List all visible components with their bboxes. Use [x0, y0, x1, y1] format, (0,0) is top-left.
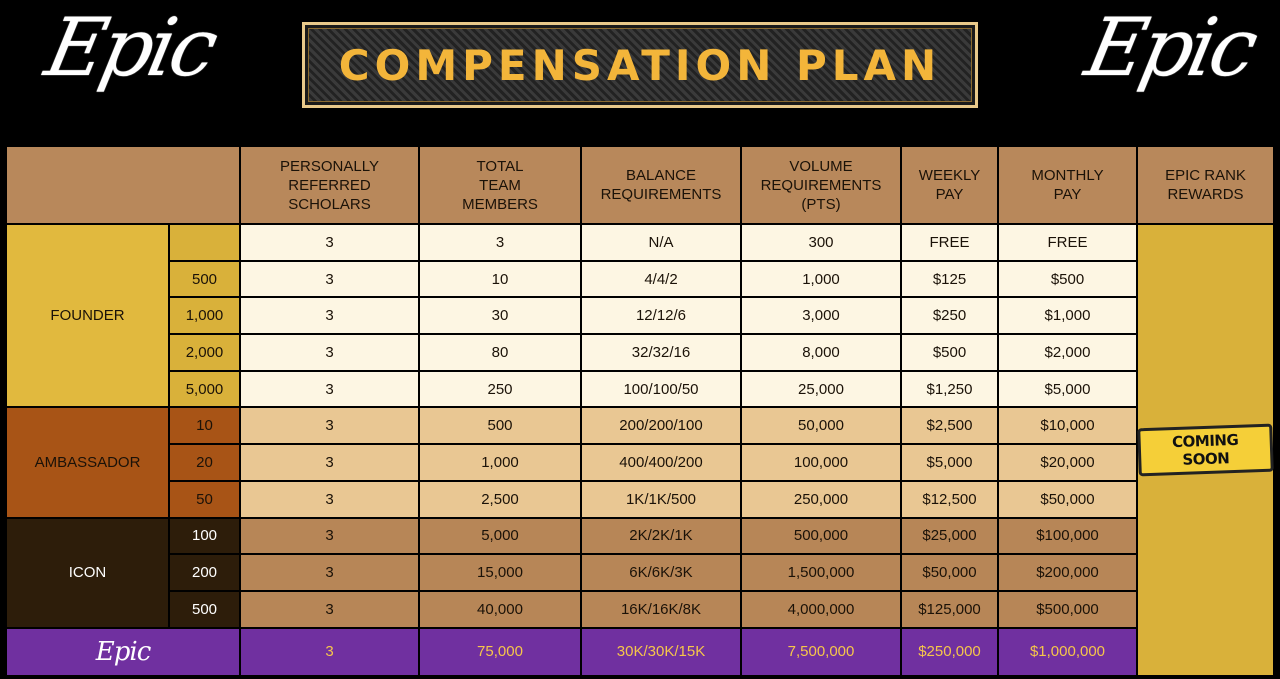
cell-monthly: $100,000 [998, 518, 1137, 555]
cell-monthly: $1,000,000 [998, 628, 1137, 676]
cell-team: 250 [419, 371, 581, 408]
group-ambassador: AMBASSADOR [6, 407, 169, 517]
cell-monthly: $50,000 [998, 481, 1137, 518]
cell-monthly: $10,000 [998, 407, 1137, 444]
cell-team: 75,000 [419, 628, 581, 676]
header-referred: PERSONALLY REFERRED SCHOLARS [240, 146, 419, 224]
title-banner-inner [308, 28, 972, 102]
cell-monthly: $5,000 [998, 371, 1137, 408]
cell-referred: 3 [240, 297, 419, 334]
cell-volume: 500,000 [741, 518, 901, 555]
table-row-epic [6, 628, 1274, 676]
cell-balance: 6K/6K/3K [581, 554, 741, 591]
cell-referred: 3 [240, 481, 419, 518]
table-row [6, 371, 1274, 408]
cell-team: 2,500 [419, 481, 581, 518]
cell-balance: 12/12/6 [581, 297, 741, 334]
cell-volume: 1,000 [741, 261, 901, 298]
table-row [6, 334, 1274, 371]
cell-referred: 3 [240, 628, 419, 676]
cell-team: 40,000 [419, 591, 581, 628]
cell-weekly: $125,000 [901, 591, 998, 628]
table-row [6, 444, 1274, 481]
table-row [6, 554, 1274, 591]
table-row [6, 297, 1274, 334]
sub-rank: 500 [169, 591, 240, 628]
cell-weekly: $1,250 [901, 371, 998, 408]
sub-rank: 20 [169, 444, 240, 481]
cell-weekly: $125 [901, 261, 998, 298]
cell-balance: N/A [581, 224, 741, 261]
table-row [6, 407, 1274, 444]
sub-rank: 1,000 [169, 297, 240, 334]
cell-weekly: $250 [901, 297, 998, 334]
cell-referred: 3 [240, 261, 419, 298]
table-row [6, 591, 1274, 628]
rewards-cell [1137, 224, 1274, 676]
epic-logo-right: Epic [1078, 1, 1262, 94]
cell-team: 5,000 [419, 518, 581, 555]
cell-weekly: $50,000 [901, 554, 998, 591]
cell-balance: 1K/1K/500 [581, 481, 741, 518]
group-founder: FOUNDER [6, 224, 169, 407]
group-icon: ICON [6, 518, 169, 628]
table-row [6, 224, 1274, 261]
header-balance: BALANCE REQUIREMENTS [581, 146, 741, 224]
epic-logo-left: Epic [38, 1, 222, 94]
cell-monthly: $20,000 [998, 444, 1137, 481]
cell-monthly: $1,000 [998, 297, 1137, 334]
sub-rank: 50 [169, 481, 240, 518]
sub-rank: 100 [169, 518, 240, 555]
cell-balance: 400/400/200 [581, 444, 741, 481]
cell-weekly: $500 [901, 334, 998, 371]
cell-team: 3 [419, 224, 581, 261]
cell-referred: 3 [240, 407, 419, 444]
cell-weekly: $250,000 [901, 628, 998, 676]
cell-volume: 100,000 [741, 444, 901, 481]
cell-team: 1,000 [419, 444, 581, 481]
cell-weekly: $25,000 [901, 518, 998, 555]
cell-referred: 3 [240, 334, 419, 371]
cell-volume: 250,000 [741, 481, 901, 518]
header-rewards: EPIC RANK REWARDS [1137, 146, 1274, 224]
cell-team: 80 [419, 334, 581, 371]
cell-referred: 3 [240, 591, 419, 628]
table-row [6, 518, 1274, 555]
cell-balance: 200/200/100 [581, 407, 741, 444]
cell-team: 500 [419, 407, 581, 444]
cell-volume: 50,000 [741, 407, 901, 444]
cell-balance: 100/100/50 [581, 371, 741, 408]
table-row [6, 261, 1274, 298]
cell-referred: 3 [240, 444, 419, 481]
cell-balance: 2K/2K/1K [581, 518, 741, 555]
cell-volume: 1,500,000 [741, 554, 901, 591]
coming-soon-badge: COMING SOON [1137, 423, 1274, 476]
cell-monthly: $500 [998, 261, 1137, 298]
cell-monthly: $500,000 [998, 591, 1137, 628]
header-weekly: WEEKLY PAY [901, 146, 998, 224]
header-volume: VOLUME REQUIREMENTS (PTS) [741, 146, 901, 224]
sub-rank [169, 224, 240, 261]
group-epic: Epic [6, 628, 240, 676]
cell-team: 15,000 [419, 554, 581, 591]
header-blank [6, 146, 240, 224]
cell-volume: 300 [741, 224, 901, 261]
cell-monthly: $200,000 [998, 554, 1137, 591]
page-title: COMPENSATION PLAN [338, 40, 942, 90]
table-row [6, 481, 1274, 518]
cell-referred: 3 [240, 518, 419, 555]
sub-rank: 5,000 [169, 371, 240, 408]
cell-team: 10 [419, 261, 581, 298]
cell-volume: 4,000,000 [741, 591, 901, 628]
cell-balance: 30K/30K/15K [581, 628, 741, 676]
header-team: TOTAL TEAM MEMBERS [419, 146, 581, 224]
sub-rank: 200 [169, 554, 240, 591]
header-monthly: MONTHLY PAY [998, 146, 1137, 224]
compensation-table [5, 145, 1275, 677]
cell-referred: 3 [240, 554, 419, 591]
cell-referred: 3 [240, 371, 419, 408]
cell-weekly: $5,000 [901, 444, 998, 481]
cell-volume: 8,000 [741, 334, 901, 371]
cell-balance: 16K/16K/8K [581, 591, 741, 628]
cell-volume: 7,500,000 [741, 628, 901, 676]
cell-weekly: FREE [901, 224, 998, 261]
cell-volume: 3,000 [741, 297, 901, 334]
cell-balance: 32/32/16 [581, 334, 741, 371]
sub-rank: 2,000 [169, 334, 240, 371]
cell-volume: 25,000 [741, 371, 901, 408]
cell-monthly: $2,000 [998, 334, 1137, 371]
sub-rank: 500 [169, 261, 240, 298]
sub-rank: 10 [169, 407, 240, 444]
cell-weekly: $2,500 [901, 407, 998, 444]
cell-team: 30 [419, 297, 581, 334]
header-row [6, 146, 1274, 224]
title-banner [302, 22, 978, 108]
cell-referred: 3 [240, 224, 419, 261]
cell-monthly: FREE [998, 224, 1137, 261]
cell-balance: 4/4/2 [581, 261, 741, 298]
cell-weekly: $12,500 [901, 481, 998, 518]
